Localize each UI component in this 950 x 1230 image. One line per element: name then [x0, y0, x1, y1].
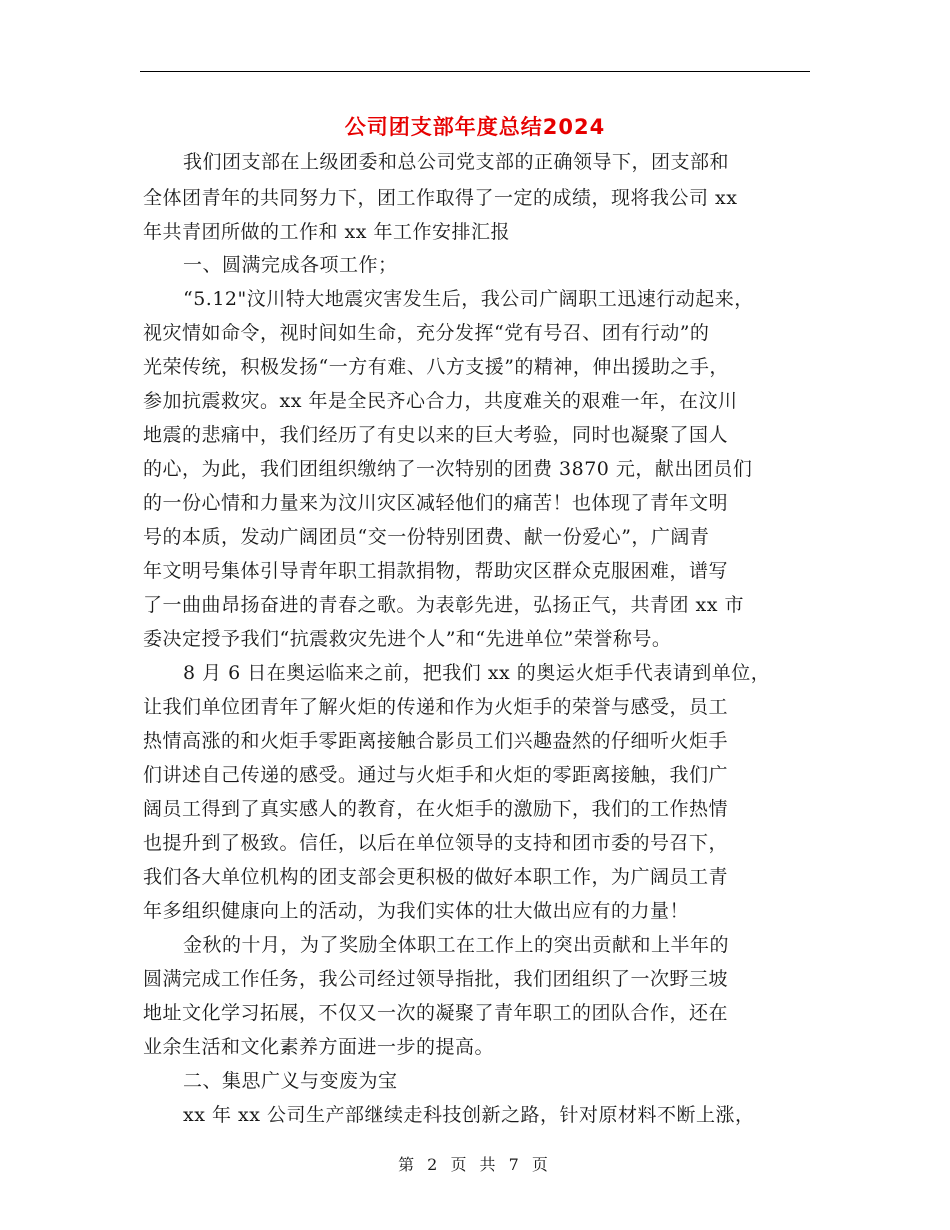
- section-heading: 二、集思广义与变废为宝: [183, 1070, 398, 1092]
- body-line: 热情高涨的和火炬手零距离接触合影员工们兴趣盎然的仔细听火炬手: [143, 730, 729, 752]
- body-line: 年文明号集体引导青年职工捐款捐物，帮助灾区群众克服困难，谱写: [143, 560, 729, 582]
- body-line: 年共青团所做的工作和 xx 年工作安排汇报: [143, 221, 511, 243]
- body-line: 光荣传统，积极发扬“一方有难、八方支援”的精神，伸出援助之手，: [143, 356, 729, 378]
- body-line: 我们各大单位机构的团支部会更积极的做好本职工作，为广阔员工青: [143, 866, 729, 888]
- body-line: 的心，为此，我们团组织缴纳了一次特别的团费 3870 元，献出团员们: [143, 458, 753, 480]
- body-line: 阔员工得到了真实感人的教育，在火炬手的激励下，我们的工作热情: [143, 798, 729, 820]
- section-heading: 一、圆满完成各项工作；: [183, 254, 398, 276]
- body-line: 8 月 6 日在奥运临来之前，把我们 xx 的奥运火炬手代表请到单位，: [183, 662, 771, 684]
- body-line: 圆满完成工作任务，我公司经过领导指批，我们团组织了一次野三坡: [143, 968, 729, 990]
- header-rule: [140, 71, 810, 72]
- body-line: 视灾情如命令，视时间如生命，充分发挥“党有号召、团有行动”的: [143, 322, 710, 344]
- page-number-footer: 第 2 页 共 7 页: [398, 1155, 552, 1174]
- body-line: 们讲述自己传递的感受。通过与火炬手和火炬的零距离接触，我们广: [143, 764, 729, 786]
- body-line: 年多组织健康向上的活动，为我们实体的壮大做出应有的力量！: [143, 900, 690, 922]
- body-line: 了一曲曲昂扬奋进的青春之歌。为表彰先进，弘扬正气，共青团 xx 市: [143, 594, 745, 616]
- body-line: xx 年 xx 公司生产部继续走科技创新之路，针对原材料不断上涨，: [183, 1104, 755, 1126]
- body-line: 全体团青年的共同努力下，团工作取得了一定的成绩，现将我公司 xx: [143, 187, 738, 209]
- body-line: 的一份心情和力量来为汶川灾区减轻他们的痛苦！也体现了青年文明: [143, 492, 729, 514]
- body-line: 业余生活和文化素养方面进一步的提高。: [143, 1036, 495, 1058]
- body-line: 也提升到了极致。信任，以后在单位领导的支持和团市委的号召下，: [143, 832, 729, 854]
- document-title: 公司团支部年度总结2024: [344, 115, 606, 139]
- body-line: 地址文化学习拓展，不仅又一次的凝聚了青年职工的团队合作，还在: [143, 1002, 729, 1024]
- body-line: “5.12"汶川特大地震灾害发生后，我公司广阔职工迅速行动起来，: [183, 288, 754, 310]
- body-line: 让我们单位团青年了解火炬的传递和作为火炬手的荣誉与感受，员工: [143, 696, 729, 718]
- body-line: 参加抗震救灾。xx 年是全民齐心合力，共度难关的艰难一年，在汶川: [143, 390, 738, 412]
- body-line: 地震的悲痛中，我们经历了有史以来的巨大考验，同时也凝聚了国人: [143, 424, 729, 446]
- body-line: 号的本质，发动广阔团员“交一份特别团费、献一份爱心”，广阔青: [143, 526, 710, 548]
- body-line: 金秋的十月，为了奖励全体职工在工作上的突出贡献和上半年的: [183, 934, 730, 956]
- body-line: 我们团支部在上级团委和总公司党支部的正确领导下，团支部和: [183, 151, 730, 173]
- body-line: 委决定授予我们“抗震救灾先进个人”和“先进单位”荣誉称号。: [143, 628, 672, 650]
